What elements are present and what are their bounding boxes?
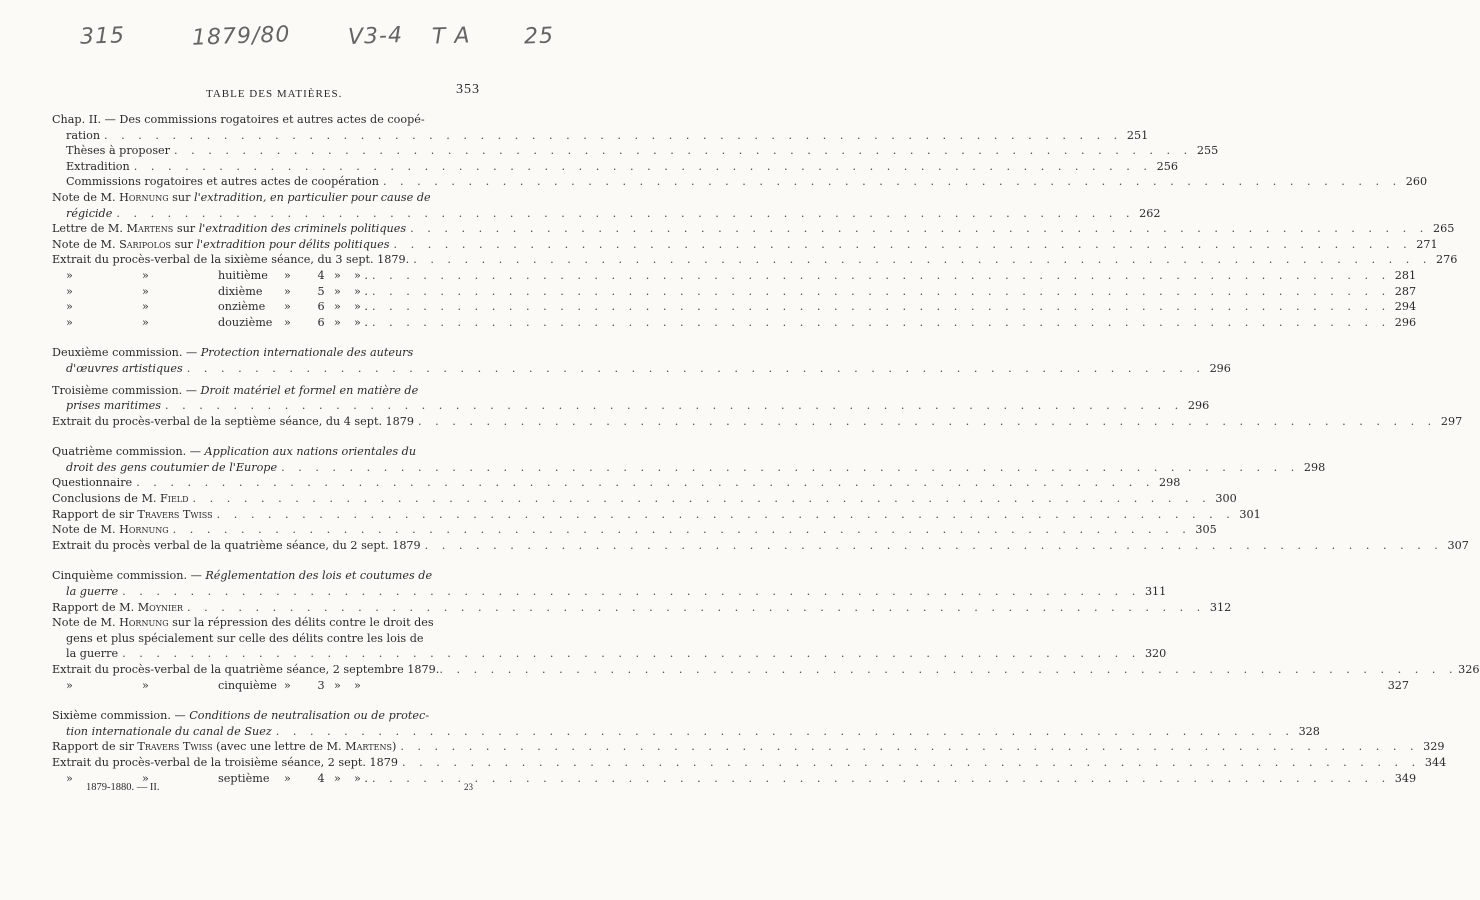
deuxieme-commission-line1: Deuxième commission. — Protection internationale des auteurs <box>52 346 414 360</box>
entry-page: 296 <box>1394 315 1417 329</box>
toc-entry <box>52 662 1480 678</box>
toc-entry <box>52 159 1178 175</box>
entry-page: 298 <box>1159 476 1181 490</box>
toc-entry: Rapport de sir Travers Twiss (avec une lettre de M. Martens) . . . 329 <box>52 739 488 755</box>
entry-page: 297 <box>1440 414 1463 428</box>
leader-dots <box>372 771 1390 787</box>
toc-entry <box>52 538 1469 554</box>
entry-page: 320 <box>1144 647 1167 661</box>
chap2-title-line1: Chap. II. — Des commissions rogatoires et autres actes de coopé- <box>52 113 425 126</box>
ditto-row: » » douzième » 6 » » . . . . 296 <box>52 315 488 331</box>
leader-dots <box>122 646 1140 662</box>
entry-page: 287 <box>1394 284 1417 298</box>
leader-dots <box>418 414 1436 430</box>
author-name: Travers Twiss <box>137 740 213 754</box>
author-name: Hornung <box>119 616 169 630</box>
toc-entry <box>52 414 1463 430</box>
toc-entry: Rapport de sir Travers Twiss . . . 301 <box>52 507 488 523</box>
entry-text: la guerre <box>66 585 119 599</box>
handwriting-1: 315 <box>79 23 126 50</box>
entry-text: régicide <box>66 206 113 220</box>
page-number: 353 <box>456 82 480 97</box>
toc-entry <box>52 174 1428 190</box>
author-name: Moynier <box>137 600 184 614</box>
entry-page: 328 <box>1298 724 1320 738</box>
leader-dots <box>372 268 1390 284</box>
leader-dots <box>187 361 1205 377</box>
author-name: Hornung <box>119 523 169 537</box>
author-name: Martens <box>126 222 174 236</box>
leader-dots <box>173 522 1191 538</box>
author-name: Hornung <box>119 190 169 204</box>
leader-dots <box>372 299 1390 315</box>
page-title: TABLE DES MATIÈRES. <box>206 88 343 100</box>
handwriting-3: V3-4 <box>347 23 404 50</box>
ditto-row: » » onzième » 6 » » . . . . 294 <box>52 299 488 315</box>
cinquieme-note-line1: Note de M. Hornung sur la répression des délits contre le droit des <box>52 616 434 630</box>
entry-page: 311 <box>1144 585 1167 599</box>
entry-page: 312 <box>1209 600 1232 614</box>
entry-text: Thèses à proposer <box>66 144 171 158</box>
entry-page: 265 <box>1432 222 1455 236</box>
note-hornung-line1: Note de M. Hornung sur l'extradition, en particulier pour cause de <box>52 190 431 204</box>
toc-entry <box>52 584 1167 600</box>
toc-entry: Lettre de M. Martens sur l'extradition des criminels politiques . . . 265 <box>52 221 488 237</box>
entry-page: 305 <box>1195 523 1217 537</box>
leader-dots <box>165 398 1183 414</box>
toc-entry <box>52 755 1447 771</box>
entry-page: 301 <box>1239 507 1261 521</box>
footer-volume: 1879-1880. — II. <box>86 782 160 793</box>
toc-entry <box>52 398 1210 414</box>
entry-text: la guerre <box>66 647 119 661</box>
toc-entry <box>52 361 1231 377</box>
leader-dots <box>187 600 1205 616</box>
entry-page: 329 <box>1423 740 1445 754</box>
leader-dots <box>134 159 1152 175</box>
entry-text: Extrait du procès-verbal de la septième séance, du 4 sept. 1879 <box>52 414 415 428</box>
toc-entry <box>52 128 1149 144</box>
entry-page: 255 <box>1196 144 1219 158</box>
toc-entry <box>52 206 1161 222</box>
entry-text: d'œuvres artistiques <box>66 361 183 375</box>
cinquieme-note-line2: gens et plus spécialement sur celle des délits contre les lois de <box>66 631 424 645</box>
entry-page: 327 <box>1387 678 1410 692</box>
entry-text: prises maritimes <box>66 399 161 413</box>
entry-page: 296 <box>1209 361 1231 375</box>
entry-page: 296 <box>1187 399 1210 413</box>
sixieme-commission-line1: Sixième commission. — Conditions de neutralisation ou de protec- <box>52 709 430 723</box>
leader-dots <box>281 460 1299 476</box>
cinquieme-commission-line1: Cinquième commission. — Réglementation des lois et coutumes de <box>52 569 433 583</box>
entry-page: 260 <box>1405 175 1428 189</box>
leader-dots <box>410 221 1428 237</box>
entry-page: 344 <box>1424 755 1447 769</box>
entry-page: 298 <box>1303 460 1326 474</box>
entry-text: Commissions rogatoires et autres actes de coopération <box>66 175 379 189</box>
author-name: Field <box>160 492 189 506</box>
entry-page: 271 <box>1416 237 1438 251</box>
toc-entry <box>52 460 1326 476</box>
entry-page: 349 <box>1394 771 1417 785</box>
toc-entry <box>52 475 1181 491</box>
entry-page: 300 <box>1215 492 1237 506</box>
author-name: Saripolos <box>119 237 172 251</box>
entry-text: droit des gens coutumier de l'Europe <box>66 460 278 474</box>
toc-entry <box>52 724 1320 740</box>
author-name: Martens <box>345 740 392 754</box>
leader-dots <box>104 128 1122 144</box>
entry-text: ration <box>66 128 101 142</box>
ditto-row: » » cinquième » 3 » » 327 <box>66 678 1410 692</box>
leader-dots <box>217 507 1235 523</box>
entry-page: 326 <box>1458 663 1480 676</box>
entry-page: 276 <box>1436 253 1458 267</box>
leader-dots <box>402 755 1420 771</box>
leader-dots <box>174 143 1192 159</box>
ditto-row: » » septième » 4 » » . . . . 349 <box>52 771 488 787</box>
entry-page: 262 <box>1139 206 1161 220</box>
handwritten-annotations <box>0 18 590 58</box>
author-name: Travers Twiss <box>137 507 213 521</box>
entry-text: Extrait du procès-verbal de la troisième séance, 2 sept. 1879 <box>52 755 398 769</box>
entry-text: Questionnaire <box>52 476 133 490</box>
leader-dots <box>116 206 1134 222</box>
footer-signature: 23 <box>464 782 473 792</box>
toc-entry: Note de M. Hornung . . . 305 <box>52 522 488 538</box>
leader-dots <box>425 538 1443 554</box>
toc-entry: Rapport de M. Moynier . . . 312 <box>52 600 488 616</box>
ditto-row: » » dixième » 5 » » . . . . 287 <box>52 284 488 300</box>
ditto-row: » » huitième » 4 » » . . . . 281 <box>52 268 488 284</box>
table-of-contents <box>52 112 1480 786</box>
entry-text: Extradition <box>66 159 130 173</box>
leader-dots <box>122 584 1140 600</box>
toc-entry <box>52 143 1219 159</box>
leader-dots <box>439 662 1457 678</box>
entry-page: 294 <box>1394 300 1417 314</box>
leader-dots <box>372 315 1390 331</box>
leader-dots <box>393 237 1411 253</box>
leader-dots <box>136 475 1154 491</box>
entry-page: 256 <box>1156 159 1178 173</box>
entry-text: Extrait du procès-verbal de la sixième séance, du 3 sept. 1879. <box>52 253 410 267</box>
handwriting-4: T A <box>431 23 471 50</box>
entry-text: tion internationale du canal de Suez <box>66 724 272 738</box>
leader-dots <box>383 174 1401 190</box>
entry-page: 281 <box>1394 268 1417 282</box>
handwriting-5: 25 <box>523 23 555 50</box>
quatrieme-commission-line1: Quatrième commission. — Application aux nations orientales du <box>52 445 417 459</box>
leader-dots <box>193 491 1211 507</box>
troisieme-commission-line1: Troisième commission. — Droit matériel et formel en matière de <box>52 383 419 397</box>
entry-page: 251 <box>1126 128 1149 142</box>
leader-dots <box>372 284 1390 300</box>
toc-entry: Conclusions de M. Field . . . 300 <box>52 491 488 507</box>
entry-text: Extrait du procès-verbal de la quatrième séance, 2 septembre 1879. <box>52 663 440 676</box>
handwriting-2: 1879/80 <box>191 22 291 51</box>
toc-entry <box>52 252 1458 268</box>
leader-dots <box>400 739 1418 755</box>
toc-entry: Note de M. Saripolos sur l'extradition pour délits politiques . . . 271 <box>52 237 488 253</box>
entry-text: Extrait du procès verbal de la quatrième séance, du 2 sept. 1879 <box>52 538 421 552</box>
leader-dots <box>276 724 1294 740</box>
toc-entry <box>52 646 1167 662</box>
leader-dots <box>413 252 1431 268</box>
entry-page: 307 <box>1447 538 1469 552</box>
